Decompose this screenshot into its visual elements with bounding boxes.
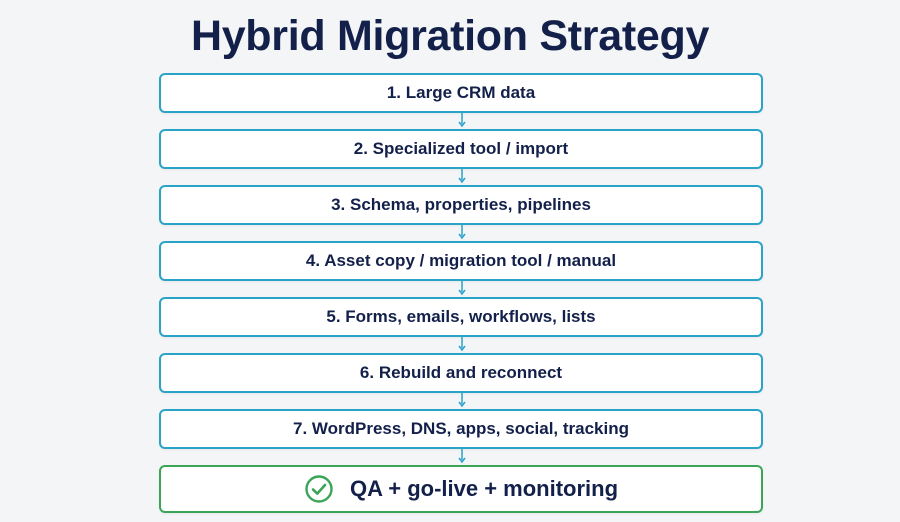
- final-step-box: [159, 465, 763, 513]
- step-2-label: 2. Specialized tool / import: [353, 139, 569, 158]
- step-5-label: 5. Forms, emails, workflows, lists: [326, 307, 596, 326]
- page-title: Hybrid Migration Strategy: [190, 12, 710, 60]
- step-1-label: 1. Large CRM data: [386, 83, 536, 102]
- step-7-box: [159, 409, 763, 449]
- connector-arrow-3: [460, 225, 464, 241]
- step-6-label: 6. Rebuild and reconnect: [359, 363, 563, 382]
- step-2-box: [159, 129, 763, 169]
- step-4-label: 4. Asset copy / migration tool / manual: [305, 251, 617, 270]
- final-step-label: QA + go-live + monitoring: [349, 476, 619, 501]
- connector-arrow-6: [460, 393, 464, 409]
- connector-arrow-5: [460, 337, 464, 353]
- connector-arrow-4: [460, 281, 464, 297]
- step-4-box: [159, 241, 763, 281]
- connector-arrow-1: [460, 113, 464, 129]
- check-circle-icon: [304, 474, 334, 504]
- step-6-box: [159, 353, 763, 393]
- step-3-label: 3. Schema, properties, pipelines: [331, 195, 591, 214]
- connector-arrow-7: [460, 449, 464, 465]
- step-1-box: [159, 73, 763, 113]
- connector-arrow-2: [460, 169, 464, 185]
- step-3-box: [159, 185, 763, 225]
- step-5-box: [159, 297, 763, 337]
- step-7-label: 7. WordPress, DNS, apps, social, tracking: [292, 419, 630, 438]
